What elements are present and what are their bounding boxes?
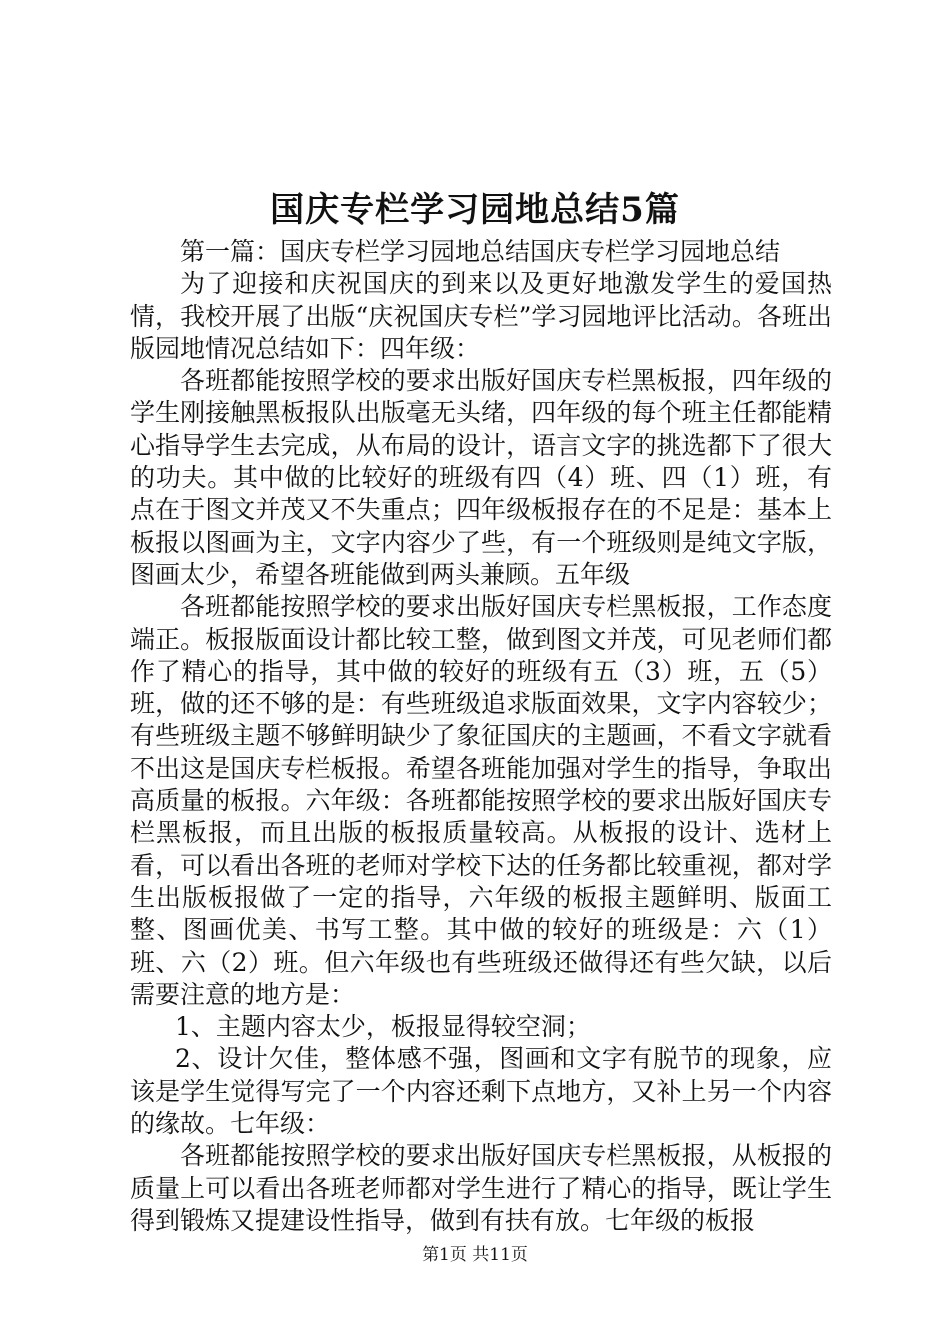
paragraph-subtitle: 第一篇：国庆专栏学习园地总结国庆专栏学习园地总结 — [180, 237, 781, 266]
list-item-1: 1、主题内容太少，板报显得较空洞； — [175, 1012, 591, 1042]
page-indicator: 第1页 共11页 — [422, 1245, 528, 1265]
list-item-2: 2、设计欠佳，整体感不强，图画和文字有脱节的现象，应该是学生觉得写完了一个内容还剩下点地方，又补上另一个内容的缘故。七年级： — [130, 1044, 832, 1139]
document-body — [130, 236, 832, 1237]
paragraph-grade-four: 各班都能按照学校的要求出版好国庆专栏黑板报，四年级的学生刚接触黑板报队出版毫无头绪，四年级的每个班主任都能精心指导学生去完成，从布局的设计，语言文字的挑选都下了很大的功夫。其中做的比较好的班级有四（4）班、四（1）班，有点在于图文并茂又不失重点；四年级板报存在的不足是：基本上板报以图画为主，文字内容少了些，有一个班级则是纯文字版，图画太少，希望各班能做到两头兼顾。五年级 — [130, 366, 832, 589]
paragraph-intro: 为了迎接和庆祝国庆的到来以及更好地激发学生的爱国热情，我校开展了出版“庆祝国庆专栏”学习园地评比活动。各班出版园地情况总结如下：四年级： — [130, 269, 832, 363]
document-title: 国庆专栏学习园地总结5篇 — [270, 190, 680, 230]
paragraph-grade-seven: 各班都能按照学校的要求出版好国庆专栏黑板报，从板报的质量上可以看出各班老师都对学生进行了精心的指导，既让学生得到锻炼又提建设性指导，做到有扶有放。七年级的板报 — [130, 1141, 832, 1235]
paragraph-grade-five-six: 各班都能按照学校的要求出版好国庆专栏黑板报，工作态度端正。板报版面设计都比较工整，做到图文并茂，可见老师们都作了精心的指导，其中做的较好的班级有五（3）班，五（5）班，做的还不够的是：有些班级追求版面效果，文字内容较少；有些班级主题不够鲜明缺少了象征国庆的主题画，不看文字就看不出这是国庆专栏板报。希望各班能加强对学生的指导，争取出高质量的板报。六年级：各班都能按照学校的要求出版好国庆专栏黑板报，而且出版的板报质量较高。从板报的设计、选材上看，可以看出各班的老师对学校下达的任务都比较重视，都对学生出版板报做了一定的指导，六年级的板报主题鲜明、版面工整、图画优美、书写工整。其中做的较好的班级是：六（1）班、六（2）班。但六年级也有些班级还做得还有些欠缺，以后需要注意的地方是： — [130, 592, 832, 1009]
